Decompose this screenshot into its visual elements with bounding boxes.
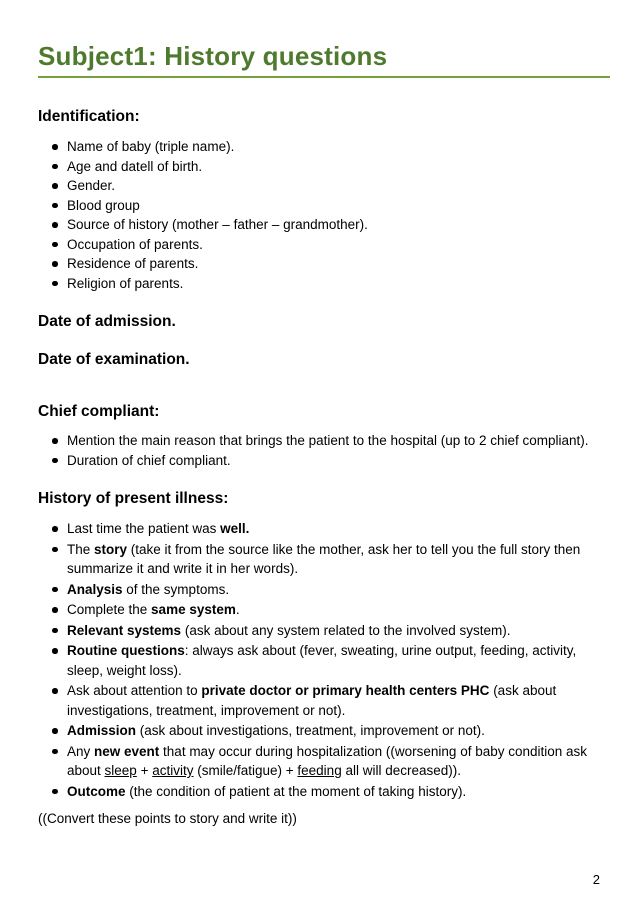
list-item: Mention the main reason that brings the patient to the hospital (up to 2 chief compliant). bbox=[38, 431, 610, 451]
date-of-admission-heading: Date of admission. bbox=[38, 313, 176, 330]
title-main: History questions bbox=[164, 41, 388, 71]
identification-list bbox=[38, 137, 610, 293]
list-item: Any new event that may occur during hospitalization ((worsening of baby condition ask about sleep + activity (smile/fatigue) + feeding all will decreased)). bbox=[38, 742, 610, 781]
list-item: Age and datell of birth. bbox=[38, 157, 610, 177]
title-prefix: Subject1: bbox=[38, 41, 165, 71]
page-title bbox=[38, 0, 610, 72]
list-item: Gender. bbox=[38, 176, 610, 196]
list-item: Relevant systems (ask about any system related to the involved system). bbox=[38, 621, 610, 641]
list-item: Ask about attention to private doctor or primary health centers PHC (ask about investigations, treatment, improvement or not). bbox=[38, 681, 610, 720]
title-divider bbox=[38, 76, 610, 78]
page-number: 2 bbox=[592, 872, 600, 887]
list-item: The story (take it from the source like the mother, ask her to tell you the full story then summarize it and write it in her words). bbox=[38, 540, 610, 579]
list-item: Residence of parents. bbox=[38, 254, 610, 274]
list-item: Occupation of parents. bbox=[38, 235, 610, 255]
chief-complaint-heading: Chief compliant: bbox=[38, 403, 160, 420]
document-page bbox=[38, 0, 610, 829]
chief-complaint-list bbox=[38, 431, 610, 470]
date-of-examination-heading: Date of examination. bbox=[38, 351, 190, 368]
list-item: Admission (ask about investigations, treatment, improvement or not). bbox=[38, 721, 610, 741]
list-item: Complete the same system. bbox=[38, 600, 610, 620]
list-item: Routine questions: always ask about (fever, sweating, urine output, feeding, activity, sleep, weight loss). bbox=[38, 641, 610, 680]
present-illness-heading: History of present illness: bbox=[38, 490, 229, 507]
present-illness-list bbox=[38, 519, 610, 801]
list-item: Analysis of the symptoms. bbox=[38, 580, 610, 600]
list-item: Outcome (the condition of patient at the moment of taking history). bbox=[38, 782, 610, 802]
list-item: Duration of chief compliant. bbox=[38, 451, 610, 471]
list-item: Religion of parents. bbox=[38, 274, 610, 294]
list-item: Blood group bbox=[38, 196, 610, 216]
list-item: Last time the patient was well. bbox=[38, 519, 610, 539]
closing-note: ((Convert these points to story and write it)) bbox=[38, 811, 297, 826]
identification-heading: Identification: bbox=[38, 108, 140, 125]
list-item: Name of baby (triple name). bbox=[38, 137, 610, 157]
list-item: Source of history (mother – father – grandmother). bbox=[38, 215, 610, 235]
